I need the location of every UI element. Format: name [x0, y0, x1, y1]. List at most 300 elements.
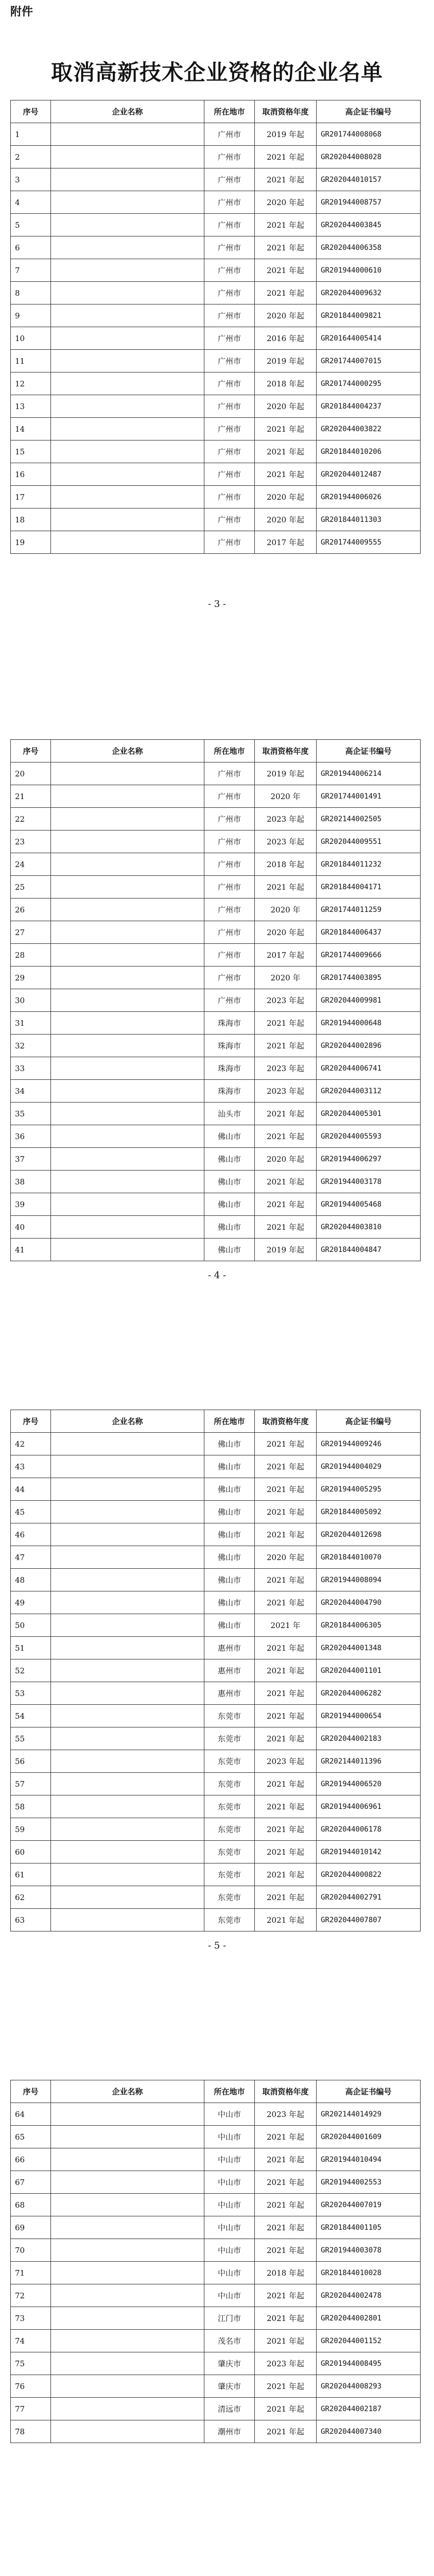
city: 佛山市 — [204, 1216, 255, 1239]
certificate-number: GR201944002553 — [317, 2171, 421, 2194]
city: 佛山市 — [204, 1193, 255, 1216]
certificate-number: GR201744007015 — [317, 350, 421, 372]
revocation-year: 2018 年起 — [255, 853, 317, 876]
city: 惠州市 — [204, 1637, 255, 1659]
revocation-year: 2021 年起 — [255, 1569, 317, 1591]
company-name — [51, 2148, 204, 2171]
city: 江门市 — [204, 2307, 255, 2330]
company-name — [51, 350, 204, 372]
table-row — [11, 1125, 421, 1148]
company-name — [51, 1614, 204, 1637]
row-number: 17 — [11, 486, 51, 509]
certificate-number: GR202044002791 — [317, 1886, 421, 1909]
city: 佛山市 — [204, 1614, 255, 1637]
page-number: - 3 - — [207, 599, 227, 609]
company-name — [51, 1727, 204, 1750]
row-number: 51 — [11, 1637, 51, 1659]
page-gap — [0, 2015, 434, 2038]
revocation-year: 2021 年起 — [255, 418, 317, 440]
city: 广州市 — [204, 486, 255, 509]
certificate-number: GR202144014929 — [317, 2103, 421, 2126]
company-name — [51, 1705, 204, 1727]
city: 佛山市 — [204, 1569, 255, 1591]
city: 潮州市 — [204, 2420, 255, 2443]
revocation-year: 2021 年起 — [255, 2284, 317, 2307]
revocation-year: 2021 年起 — [255, 259, 317, 282]
certificate-number: GR202044003810 — [317, 1216, 421, 1239]
revocation-year: 2023 年起 — [255, 1057, 317, 1080]
table-row — [11, 2398, 421, 2420]
city: 广州市 — [204, 123, 255, 146]
revocation-year: 2020 年起 — [255, 486, 317, 509]
certificate-number: GR201944006026 — [317, 486, 421, 509]
company-name — [51, 2330, 204, 2352]
company-name — [51, 1057, 204, 1080]
table-header-row — [11, 740, 421, 762]
certificate-number: GR202144011396 — [317, 1750, 421, 1773]
row-number: 16 — [11, 463, 51, 486]
city: 惠州市 — [204, 1682, 255, 1705]
row-number: 4 — [11, 191, 51, 214]
company-name — [51, 2126, 204, 2148]
city: 广州市 — [204, 944, 255, 967]
revocation-year: 2021 年起 — [255, 1433, 317, 1455]
page-gap — [0, 675, 434, 698]
revocation-year: 2023 年起 — [255, 808, 317, 831]
city: 珠海市 — [204, 1080, 255, 1103]
company-name — [51, 1863, 204, 1886]
city: 广州市 — [204, 463, 255, 486]
row-number: 12 — [11, 372, 51, 395]
row-number: 42 — [11, 1433, 51, 1455]
certificate-number: GR201844010070 — [317, 1546, 421, 1569]
table-row — [11, 123, 421, 146]
row-number: 73 — [11, 2307, 51, 2330]
city: 广州市 — [204, 808, 255, 831]
row-number: 60 — [11, 1841, 51, 1863]
city: 中山市 — [204, 2284, 255, 2307]
city: 中山市 — [204, 2148, 255, 2171]
company-name — [51, 2420, 204, 2443]
city: 广州市 — [204, 395, 255, 418]
row-number: 22 — [11, 808, 51, 831]
revocation-year: 2021 年起 — [255, 1659, 317, 1682]
certificate-number: GR202044007807 — [317, 1909, 421, 1931]
revocation-year: 2023 年起 — [255, 2352, 317, 2375]
company-name — [51, 1659, 204, 1682]
company-name — [51, 2239, 204, 2262]
page-number: - 5 - — [207, 1940, 227, 1951]
column-header-name: 企业名称 — [51, 2080, 204, 2103]
table-row — [11, 762, 421, 785]
company-name — [51, 531, 204, 554]
table-row — [11, 168, 421, 191]
company-name — [51, 1546, 204, 1569]
row-number: 15 — [11, 440, 51, 463]
table-row — [11, 1103, 421, 1125]
certificate-number: GR202044008293 — [317, 2375, 421, 2398]
revocation-year: 2021 年起 — [255, 463, 317, 486]
company-name — [51, 1909, 204, 1931]
revocation-year: 2021 年起 — [255, 168, 317, 191]
row-number: 56 — [11, 1750, 51, 1773]
table-row — [11, 486, 421, 509]
city: 佛山市 — [204, 1478, 255, 1501]
row-number: 13 — [11, 395, 51, 418]
city: 广州市 — [204, 236, 255, 259]
table-row — [11, 1216, 421, 1239]
row-number: 72 — [11, 2284, 51, 2307]
table-row — [11, 944, 421, 967]
city: 广州市 — [204, 876, 255, 899]
row-number: 76 — [11, 2375, 51, 2398]
certificate-number: GR202044012698 — [317, 1523, 421, 1546]
company-name — [51, 1478, 204, 1501]
city: 惠州市 — [204, 1659, 255, 1682]
row-number: 14 — [11, 418, 51, 440]
row-number: 19 — [11, 531, 51, 554]
company-name — [51, 1886, 204, 1909]
certificate-number: GR202044002896 — [317, 1035, 421, 1057]
revocation-year: 2020 年起 — [255, 921, 317, 944]
certificate-number: GR202044006178 — [317, 1818, 421, 1841]
certificate-number: GR202044012487 — [317, 463, 421, 486]
certificate-number: GR202044003845 — [317, 214, 421, 236]
city: 广州市 — [204, 372, 255, 395]
table-row — [11, 899, 421, 921]
certificate-number: GR202044001152 — [317, 2330, 421, 2352]
table-row — [11, 2330, 421, 2352]
revocation-year: 2020 年起 — [255, 1546, 317, 1569]
revocation-year: 2020 年起 — [255, 191, 317, 214]
certificate-number: GR201844011232 — [317, 853, 421, 876]
company-name — [51, 1501, 204, 1523]
revocation-year: 2017 年起 — [255, 531, 317, 554]
company-name — [51, 853, 204, 876]
revocation-year: 2019 年起 — [255, 1239, 317, 1261]
row-number: 75 — [11, 2352, 51, 2375]
row-number: 54 — [11, 1705, 51, 1727]
company-name — [51, 486, 204, 509]
column-header-no: 序号 — [11, 2080, 51, 2103]
table-row — [11, 1591, 421, 1614]
row-number: 6 — [11, 236, 51, 259]
table-row — [11, 2352, 421, 2375]
table-header-row — [11, 2080, 421, 2103]
city: 广州市 — [204, 509, 255, 531]
row-number: 53 — [11, 1682, 51, 1705]
row-number: 3 — [11, 168, 51, 191]
table-row — [11, 1750, 421, 1773]
revocation-year: 2021 年起 — [255, 1886, 317, 1909]
table-row — [11, 1148, 421, 1171]
revocation-year: 2016 年起 — [255, 327, 317, 350]
revocation-year: 2021 年起 — [255, 1637, 317, 1659]
city: 广州市 — [204, 304, 255, 327]
row-number: 20 — [11, 762, 51, 785]
certificate-number: GR202044003822 — [317, 418, 421, 440]
city: 清远市 — [204, 2398, 255, 2420]
table-row — [11, 1841, 421, 1863]
row-number: 18 — [11, 509, 51, 531]
revocation-year: 2021 年起 — [255, 1863, 317, 1886]
certificate-number: GR201644005414 — [317, 327, 421, 350]
certificate-number: GR201944006214 — [317, 762, 421, 785]
certificate-number: GR201944008495 — [317, 2352, 421, 2375]
company-name — [51, 1035, 204, 1057]
table-row — [11, 1433, 421, 1455]
revocation-year: 2021 年起 — [255, 2307, 317, 2330]
company-table — [10, 2080, 421, 2443]
table-row — [11, 989, 421, 1012]
city: 东莞市 — [204, 1773, 255, 1795]
table-row — [11, 876, 421, 899]
column-header-year: 取消资格年度 — [255, 2080, 317, 2103]
company-name — [51, 1795, 204, 1818]
row-number: 69 — [11, 2216, 51, 2239]
table-row — [11, 967, 421, 989]
certificate-number: GR201844004237 — [317, 395, 421, 418]
row-number: 66 — [11, 2148, 51, 2171]
company-name — [51, 1591, 204, 1614]
city: 佛山市 — [204, 1523, 255, 1546]
row-number: 24 — [11, 853, 51, 876]
certificate-number: GR201844009821 — [317, 304, 421, 327]
certificate-number: GR201944000654 — [317, 1705, 421, 1727]
table-row — [11, 785, 421, 808]
city: 佛山市 — [204, 1455, 255, 1478]
table-row — [11, 1035, 421, 1057]
city: 东莞市 — [204, 1727, 255, 1750]
row-number: 32 — [11, 1035, 51, 1057]
city: 东莞市 — [204, 1841, 255, 1863]
city: 广州市 — [204, 418, 255, 440]
certificate-number: GR201944009246 — [317, 1433, 421, 1455]
certificate-number: GR202044003112 — [317, 1080, 421, 1103]
revocation-year: 2021 年起 — [255, 1012, 317, 1035]
revocation-year: 2021 年起 — [255, 2398, 317, 2420]
certificate-number: GR202044005593 — [317, 1125, 421, 1148]
row-number: 39 — [11, 1193, 51, 1216]
row-number: 31 — [11, 1012, 51, 1035]
certificate-number: GR201744008068 — [317, 123, 421, 146]
row-number: 29 — [11, 967, 51, 989]
company-name — [51, 1216, 204, 1239]
revocation-year: 2021 年起 — [255, 876, 317, 899]
revocation-year: 2021 年起 — [255, 440, 317, 463]
company-name — [51, 259, 204, 282]
row-number: 21 — [11, 785, 51, 808]
certificate-number: GR201844006305 — [317, 1614, 421, 1637]
revocation-year: 2020 年起 — [255, 509, 317, 531]
company-name — [51, 1433, 204, 1455]
row-number: 67 — [11, 2171, 51, 2194]
revocation-year: 2021 年起 — [255, 2420, 317, 2443]
company-table — [10, 100, 421, 554]
revocation-year: 2021 年起 — [255, 1478, 317, 1501]
certificate-number: GR202044008028 — [317, 146, 421, 168]
city: 佛山市 — [204, 1239, 255, 1261]
company-name — [51, 1818, 204, 1841]
table-row — [11, 2239, 421, 2262]
city: 珠海市 — [204, 1035, 255, 1057]
certificate-number: GR202044005301 — [317, 1103, 421, 1125]
company-name — [51, 418, 204, 440]
table-row — [11, 853, 421, 876]
table-row — [11, 1478, 421, 1501]
row-number: 2 — [11, 146, 51, 168]
certificate-number: GR201944000648 — [317, 1012, 421, 1035]
row-number: 47 — [11, 1546, 51, 1569]
row-number: 23 — [11, 831, 51, 853]
company-name — [51, 785, 204, 808]
city: 广州市 — [204, 214, 255, 236]
city: 佛山市 — [204, 1591, 255, 1614]
city: 东莞市 — [204, 1818, 255, 1841]
table-row — [11, 1795, 421, 1818]
company-name — [51, 1455, 204, 1478]
revocation-year: 2021 年起 — [255, 2330, 317, 2352]
column-header-city: 所在地市 — [204, 740, 255, 762]
certificate-number: GR202044010157 — [317, 168, 421, 191]
table-row — [11, 1773, 421, 1795]
row-number: 5 — [11, 214, 51, 236]
certificate-number: GR202044007019 — [317, 2194, 421, 2216]
city: 东莞市 — [204, 1750, 255, 1773]
certificate-number: GR201944003078 — [317, 2239, 421, 2262]
revocation-year: 2021 年起 — [255, 236, 317, 259]
table-row — [11, 1614, 421, 1637]
certificate-number: GR201744009555 — [317, 531, 421, 554]
city: 东莞市 — [204, 1705, 255, 1727]
table-row — [11, 191, 421, 214]
certificate-number: GR201944008094 — [317, 1569, 421, 1591]
company-name — [51, 831, 204, 853]
city: 广州市 — [204, 191, 255, 214]
revocation-year: 2020 年起 — [255, 1148, 317, 1171]
revocation-year: 2021 年起 — [255, 2239, 317, 2262]
revocation-year: 2021 年起 — [255, 282, 317, 304]
company-name — [51, 1773, 204, 1795]
table-row — [11, 214, 421, 236]
company-name — [51, 2284, 204, 2307]
certificate-number: GR201944010494 — [317, 2148, 421, 2171]
column-header-cert: 高企证书编号 — [317, 2080, 421, 2103]
certificate-number: GR202044009551 — [317, 831, 421, 853]
row-number: 49 — [11, 1591, 51, 1614]
table-row — [11, 808, 421, 831]
table-row — [11, 1909, 421, 1931]
row-number: 70 — [11, 2239, 51, 2262]
company-name — [51, 2194, 204, 2216]
company-name — [51, 2171, 204, 2194]
company-name — [51, 191, 204, 214]
row-number: 68 — [11, 2194, 51, 2216]
table-row — [11, 1818, 421, 1841]
city: 珠海市 — [204, 1012, 255, 1035]
table-row — [11, 350, 421, 372]
table-row — [11, 2194, 421, 2216]
company-name — [51, 440, 204, 463]
company-name — [51, 2398, 204, 2420]
revocation-year: 2021 年起 — [255, 1501, 317, 1523]
table-row — [11, 2262, 421, 2284]
city: 东莞市 — [204, 1886, 255, 1909]
row-number: 65 — [11, 2126, 51, 2148]
document-page — [0, 1368, 434, 2015]
certificate-number: GR201844004171 — [317, 876, 421, 899]
certificate-number: GR202044007340 — [317, 2420, 421, 2443]
table-row — [11, 1501, 421, 1523]
revocation-year: 2023 年起 — [255, 831, 317, 853]
city: 广州市 — [204, 168, 255, 191]
city: 珠海市 — [204, 1057, 255, 1080]
city: 广州市 — [204, 762, 255, 785]
company-name — [51, 2352, 204, 2375]
column-header-city: 所在地市 — [204, 100, 255, 123]
certificate-number: GR201944000610 — [317, 259, 421, 282]
table-row — [11, 531, 421, 554]
document-page — [0, 2038, 434, 2576]
company-name — [51, 395, 204, 418]
company-name — [51, 1239, 204, 1261]
city: 中山市 — [204, 2194, 255, 2216]
certificate-number: GR201844004847 — [317, 1239, 421, 1261]
revocation-year: 2021 年起 — [255, 1216, 317, 1239]
city: 佛山市 — [204, 1546, 255, 1569]
revocation-year: 2021 年起 — [255, 2126, 317, 2148]
city: 广州市 — [204, 967, 255, 989]
certificate-number: GR202044002187 — [317, 2398, 421, 2420]
row-number: 44 — [11, 1478, 51, 1501]
row-number: 41 — [11, 1239, 51, 1261]
table-row — [11, 509, 421, 531]
row-number: 52 — [11, 1659, 51, 1682]
column-header-no: 序号 — [11, 100, 51, 123]
revocation-year: 2021 年起 — [255, 214, 317, 236]
city: 广州市 — [204, 282, 255, 304]
city: 茂名市 — [204, 2330, 255, 2352]
table-row — [11, 327, 421, 350]
company-name — [51, 899, 204, 921]
row-number: 71 — [11, 2262, 51, 2284]
row-number: 37 — [11, 1148, 51, 1171]
document-page — [0, 0, 434, 675]
company-name — [51, 808, 204, 831]
company-name — [51, 123, 204, 146]
company-name — [51, 1148, 204, 1171]
city: 佛山市 — [204, 1501, 255, 1523]
page-number: - 4 - — [207, 1270, 227, 1281]
company-name — [51, 509, 204, 531]
row-number: 48 — [11, 1569, 51, 1591]
row-number: 26 — [11, 899, 51, 921]
company-name — [51, 168, 204, 191]
revocation-year: 2021 年起 — [255, 1523, 317, 1546]
company-table — [10, 739, 421, 1261]
certificate-number: GR201844011303 — [317, 509, 421, 531]
company-name — [51, 1012, 204, 1035]
table-row — [11, 1171, 421, 1193]
column-header-name: 企业名称 — [51, 1410, 204, 1433]
table-row — [11, 2216, 421, 2239]
city: 广州市 — [204, 921, 255, 944]
certificate-number: GR201744000295 — [317, 372, 421, 395]
city: 广州市 — [204, 327, 255, 350]
page-title: 取消高新技术企业资格的企业名单 — [50, 60, 383, 85]
revocation-year: 2021 年起 — [255, 2194, 317, 2216]
company-name — [51, 2103, 204, 2126]
